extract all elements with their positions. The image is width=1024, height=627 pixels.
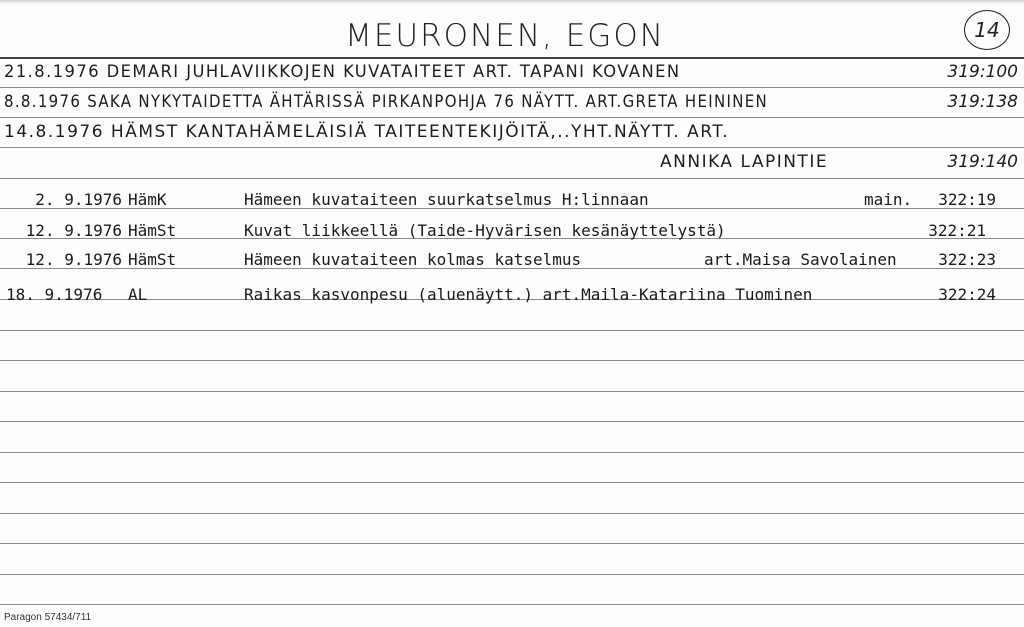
ruled-line xyxy=(0,604,1024,605)
card-number: 14 xyxy=(974,18,1000,42)
ruled-line xyxy=(0,543,1024,544)
entry-note: main. xyxy=(864,190,913,209)
ruled-line xyxy=(0,360,1024,361)
ruled-line xyxy=(0,87,1024,88)
handwritten-entry: ANNIKA LAPINTIE xyxy=(660,152,829,172)
entry-date: 2. 9.1976 xyxy=(35,190,122,209)
handwritten-ref: 319:140 xyxy=(947,152,1018,172)
ruled-line xyxy=(0,513,1024,514)
ruled-line xyxy=(0,421,1024,422)
typed-entry-row xyxy=(0,285,1024,315)
ruled-line xyxy=(0,57,1024,59)
print-mark: Paragon 57434/711 xyxy=(4,612,92,623)
card-number-circle xyxy=(964,10,1010,50)
entry-title: Hämeen kuvataiteen kolmas katselmus xyxy=(244,250,582,269)
ruled-line xyxy=(0,330,1024,331)
ruled-line xyxy=(0,482,1024,483)
entry-title: Hämeen kuvataiteen suurkatselmus H:linnaan xyxy=(244,190,649,209)
entry-source: HämSt xyxy=(128,221,177,240)
entry-source: HämK xyxy=(128,190,167,209)
entry-ref: 322:23 xyxy=(938,250,996,269)
typed-entry-row xyxy=(0,250,1024,280)
entry-title: Kuvat liikkeellä (Taide-Hyvärisen kesänäyttelystä) xyxy=(244,221,726,240)
entry-ref: 322:19 xyxy=(938,190,996,209)
handwritten-ref: 319:100 xyxy=(947,62,1018,82)
ruled-line xyxy=(0,452,1024,453)
entry-source: AL xyxy=(128,285,148,304)
ruled-line xyxy=(0,147,1024,148)
ruled-line xyxy=(0,391,1024,392)
entry-source: HämSt xyxy=(128,250,177,269)
entry-date: 12. 9.1976 xyxy=(25,221,122,240)
handwritten-entry: 8.8.1976 SAKA NYKYTAIDETTA ÄHTÄRISSÄ PIRKANPOHJA 76 NÄYTT. ART.GRETA HEININEN xyxy=(4,92,769,112)
entry-date: 12. 9.1976 xyxy=(25,250,122,269)
card-title: MEURONEN, EGON xyxy=(345,18,665,54)
handwritten-ref: 319:138 xyxy=(947,92,1018,112)
handwritten-entry: 21.8.1976 DEMARI JUHLAVIIKKOJEN KUVATAITEET ART. TAPANI KOVANEN xyxy=(4,62,681,82)
entry-title: Raikas kasvonpesu (aluenäytt.) art.Maila-Katariina Tuominen xyxy=(244,285,813,304)
ruled-line xyxy=(0,117,1024,118)
typed-entry-row xyxy=(0,221,1024,251)
entry-ref: 322:24 xyxy=(938,285,996,304)
entry-date: 18. 9.1976 xyxy=(6,285,103,304)
handwritten-entry: 14.8.1976 HÄMST KANTAHÄMELÄISIÄ TAITEENTEKIJÖITÄ,..YHT.NÄYTT. ART. xyxy=(4,122,730,142)
entry-ref: 322:21 xyxy=(928,221,986,240)
entry-note: art.Maisa Savolainen xyxy=(704,250,897,269)
ruled-line xyxy=(0,574,1024,575)
ruled-line xyxy=(0,178,1024,179)
card-top-edge xyxy=(0,0,1024,4)
typed-entry-row xyxy=(0,190,1024,220)
